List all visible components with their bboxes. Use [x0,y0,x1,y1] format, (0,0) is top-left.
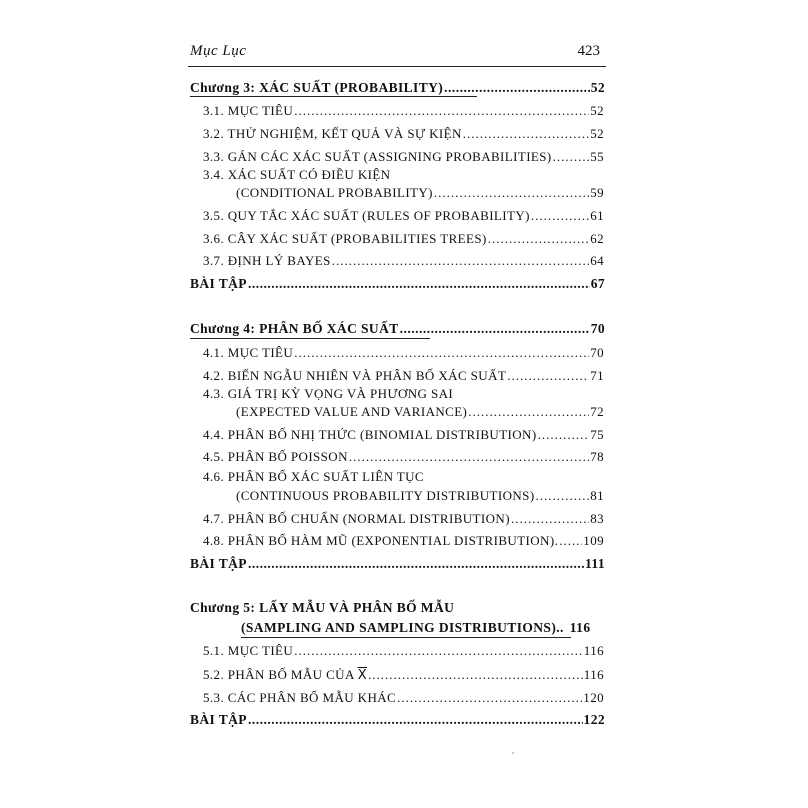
toc-entry-3-3[interactable] [203,149,604,165]
toc-entry-3-6[interactable] [203,231,604,247]
chapter-3-title[interactable] [190,80,605,96]
leader-dots [294,345,589,361]
chapter-label: Chương 3: XÁC SUẤT (PROBABILITY) [190,80,444,95]
leader-dots [332,253,589,269]
entry-label: BÀI TẬP [190,712,247,727]
entry-label: 3.3. GÁN CÁC XÁC SUẤT (ASSIGNING PROBABILITIES) [203,149,552,164]
toc-entry-4-1[interactable] [203,345,604,361]
entry-page: 61 [590,208,604,223]
header-title: Mục Lục [190,43,247,59]
chapter-5-title-line2[interactable] [241,620,605,636]
leader-dots [397,690,582,706]
leader-dots [507,368,589,384]
chapter-4-title[interactable] [190,321,605,337]
entry-label: 4.8. PHÂN BỐ HÀM MŨ (EXPONENTIAL DISTRIBUTION). [203,533,559,548]
leader-dots [536,488,590,504]
entry-page: 116 [583,667,604,682]
entry-label: 4.5. PHÂN BỐ POISSON [203,449,348,464]
entry-page: 116 [583,643,604,658]
entry-page: 64 [590,253,604,268]
entry-label: 4.2. BIẾN NGẪU NHIÊN VÀ PHÂN BỐ XÁC SUẤT [203,368,507,383]
entry-page: 120 [583,690,604,705]
entry-page: 55 [590,149,604,164]
leader-dots [368,667,583,683]
entry-label: BÀI TẬP [190,276,247,291]
entry-label: 3.5. QUY TẮC XÁC SUẤT (RULES OF PROBABILITY) [203,208,530,223]
leader-dots [294,103,589,119]
leader-dots [559,533,582,549]
chapter-underline [190,96,477,97]
toc-entry-3-4-line1[interactable]: 3.4. XÁC SUẤT CÓ ĐIỀU KIỆN [203,167,391,182]
page-number: 423 [577,43,600,59]
entry-label: BÀI TẬP [190,556,247,571]
entry-page: 52 [590,103,604,118]
entry-page: 59 [590,185,604,200]
entry-page: 70 [590,345,604,360]
toc-entry-3-1[interactable] [203,103,604,119]
entry-page: 62 [590,231,604,246]
page-speck [512,752,514,754]
entry-label: (CONTINUOUS PROBABILITY DISTRIBUTIONS) [236,488,535,503]
toc-entry-3-2[interactable] [203,126,604,142]
toc-entry-4-7[interactable] [203,511,604,527]
chapter-underline [241,637,571,638]
exercises-chapter-3[interactable] [190,276,605,292]
entry-label [203,667,367,683]
leader-dots [444,80,590,96]
toc-entry-5-2[interactable] [203,667,604,683]
leader-dots [463,126,589,142]
leader-dots [531,208,589,224]
toc-entry-3-4[interactable] [236,185,604,201]
leader-dots [349,449,589,465]
toc-entry-5-1[interactable] [203,643,604,659]
entry-page: 83 [590,511,604,526]
toc-entry-4-5[interactable] [203,449,604,465]
entry-label: (EXPECTED VALUE AND VARIANCE) [236,404,468,419]
toc-entry-5-3[interactable] [203,690,604,706]
chapter-5-title[interactable]: Chương 5: LẤY MẪU VÀ PHÂN BỐ MẪU [190,600,455,615]
entry-page: 122 [583,712,605,727]
entry-page: 67 [590,276,605,291]
entry-page: 109 [583,533,604,548]
entry-page: 78 [590,449,604,464]
leader-dots [294,643,583,659]
leader-dots [434,185,589,201]
leader-dots [488,231,590,247]
x-bar-symbol: $\overline{X}$ [357,668,367,683]
header-rule [188,66,606,67]
leader-dots [248,556,584,572]
leader-dots [248,712,583,728]
entry-page: 72 [590,404,604,419]
leader-dots [538,427,590,443]
entry-page: 52 [590,126,604,141]
toc-entry-3-7[interactable] [203,253,604,269]
toc-entry-4-3-line1[interactable]: 4.3. GIÁ TRỊ KỲ VỌNG VÀ PHƯƠNG SAI [203,386,454,401]
chapter-label: Chương 4: PHÂN BỐ XÁC SUẤT [190,321,399,336]
leader-dots [248,276,590,292]
toc-entry-4-8[interactable] [203,533,604,549]
exercises-chapter-5[interactable] [190,712,605,728]
chapter-page: 70 [590,321,605,336]
toc-entry-4-4[interactable] [203,427,604,443]
leader-dots [553,149,590,165]
leader-dots [468,404,589,420]
toc-entry-4-3[interactable] [236,404,604,420]
chapter-page: 52 [590,80,605,95]
exercises-chapter-4[interactable] [190,556,605,572]
entry-page: 75 [590,427,604,442]
entry-page: 81 [590,488,604,503]
entry-label: 3.2. THỬ NGHIỆM, KẾT QUẢ VÀ SỰ KIỆN [203,126,462,141]
entry-label: 5.3. CÁC PHÂN BỐ MẪU KHÁC [203,690,397,705]
entry-label: 4.4. PHÂN BỐ NHỊ THỨC (BINOMIAL DISTRIBUTION) [203,427,537,442]
toc-entry-3-5[interactable] [203,208,604,224]
toc-entry-4-6-line1[interactable]: 4.6. PHÂN BỐ XÁC SUẤT LIÊN TỤC [203,469,424,484]
entry-label: 3.6. CÂY XÁC SUẤT (PROBABILITIES TREES) [203,231,487,246]
entry-label: 3.7. ĐỊNH LÝ BAYES [203,253,331,268]
entry-label: 3.1. MỤC TIÊU [203,103,294,118]
entry-label: 4.1. MỤC TIÊU [203,345,294,360]
chapter-label: (SAMPLING AND SAMPLING DISTRIBUTIONS).. [241,620,564,635]
entry-page: 111 [585,556,605,571]
chapter-page: 116 [569,620,591,635]
entry-label: (CONDITIONAL PROBABILITY) [236,185,433,200]
entry-label-text: 5.2. PHÂN BỐ MẪU CỦA [203,667,355,682]
leader-dots [511,511,589,527]
entry-page: 71 [590,368,604,383]
toc-entry-4-2[interactable] [203,368,604,384]
toc-entry-4-6[interactable] [236,488,604,504]
leader-dots [400,321,590,337]
entry-label: 4.7. PHÂN BỐ CHUẨN (NORMAL DISTRIBUTION) [203,511,510,526]
chapter-underline [190,338,430,339]
entry-label: 5.1. MỤC TIÊU [203,643,294,658]
